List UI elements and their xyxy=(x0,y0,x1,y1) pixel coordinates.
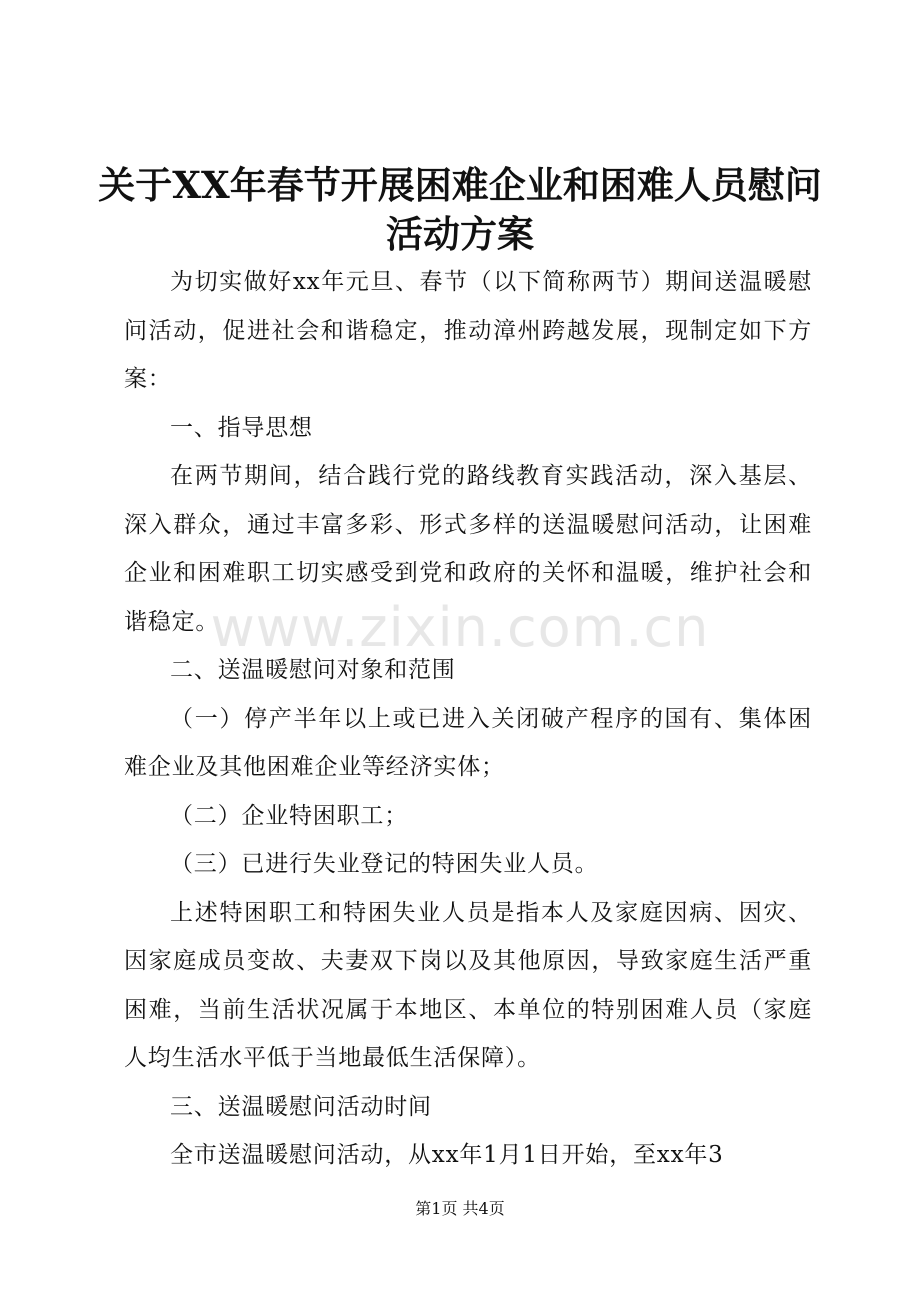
document-title-line2: 活动方案 xyxy=(386,212,534,256)
list-item-3: （三）已进行失业登记的特困失业人员。 xyxy=(170,851,599,877)
heading-guiding-ideology: 一、指导思想 xyxy=(170,414,313,441)
list-item-1: （一）停产半年以上或已进入关闭破产程序的国有、集体困难企业及其他困难企业等经济实体； xyxy=(124,705,812,780)
list-item-2: （二）企业特困职工； xyxy=(170,802,408,829)
document-title-line1: 关于XX年春节开展困难企业和困难人员慰问 xyxy=(98,163,822,207)
paragraph-intro: 为切实做好xx年元旦、春节（以下简称两节）期间送温暖慰问活动，促进社会和谐稳定，推动漳州跨越发展，现制定如下方案： xyxy=(124,269,812,392)
paragraph-definition: 上述特困职工和特困失业人员是指本人及家庭因病、因灾、因家庭成员变故、夫妻双下岗以及其他原因，导致家庭生活严重困难，当前生活状况属于本地区、本单位的特别困难人员（家庭人均生活水平低于当地最低生活保障）。 xyxy=(124,899,812,1071)
paragraph-guiding-ideology: 在两节期间，结合践行党的路线教育实践活动，深入基层、深入群众，通过丰富多彩、形式多样的送温暖慰问活动，让困难企业和困难职工切实感受到党和政府的关怀和温暖，维护社会和谐稳定。 xyxy=(124,463,812,635)
watermark-text: www.zixin.com.cn xyxy=(210,596,710,659)
document-body xyxy=(124,258,812,1180)
heading-activity-time: 三、送温暖慰问活动时间 xyxy=(170,1093,432,1120)
paragraph-activity-time: 全市送温暖慰问活动，从xx年1月1日开始，至xx年3 xyxy=(170,1142,724,1168)
heading-targets-scope: 二、送温暖慰问对象和范围 xyxy=(170,657,456,683)
page-footer: 第1页 共4页 xyxy=(415,1199,505,1218)
